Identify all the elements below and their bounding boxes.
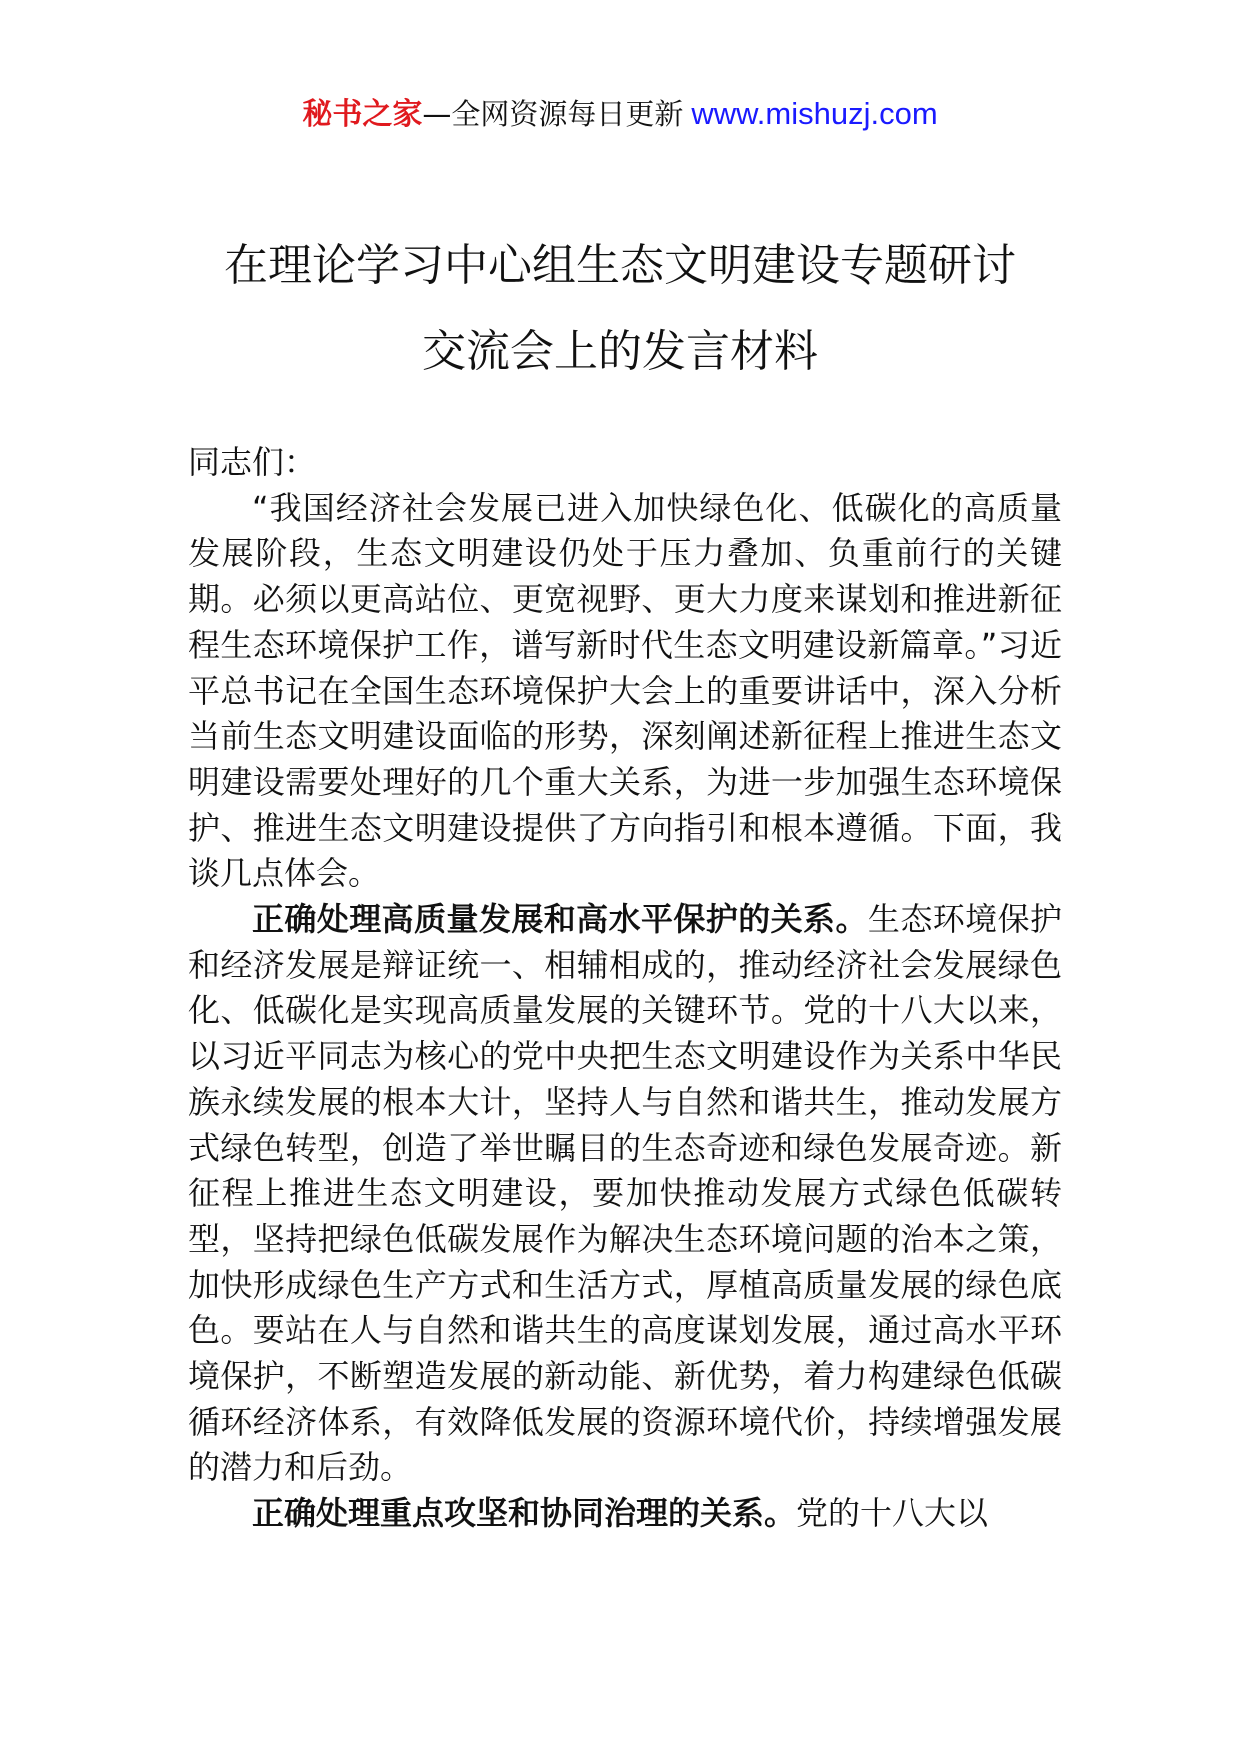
document-title-line-1: 在理论学习中心组生态文明建设专题研讨 [224, 240, 1016, 291]
site-header [0, 94, 1240, 135]
site-tagline: —全网资源每日更新 [422, 97, 684, 131]
paragraph-development-protection [188, 897, 1062, 1491]
paragraph-text: 生态环境保护和经济发展是辩证统一、相辅相成的，推动经济社会发展绿色化、低碳化是实现高质量发展的关键环节。党的十八大以来，以习近平同志为核心的党中央把生态文明建设作为关系中华民族永续发展的根本大计，坚持人与自然和谐共生，推动发展方式绿色转型，创造了举世瞩目的生态奇迹和绿色发展奇迹。新征程上推进生态文明建设，要加快推动发展方式绿色低碳转型，坚持把绿色低碳发展作为解决生态环境问题的治本之策，加快形成绿色生产方式和生活方式，厚植高质量发展的绿色底色。要站在人与自然和谐共生的高度谋划发展，通过高水平环境保护，不断塑造发展的新动能、新优势，着力构建绿色低碳循环经济体系，有效降低发展的资源环境代价，持续增强发展的潜力和后劲。 [188, 900, 1062, 1487]
paragraph-text: “我国经济社会发展已进入加快绿色化、低碳化的高质量发展阶段，生态文明建设仍处于压力叠加、负重前行的关键期。必须以更高站位、更宽视野、更大力度来谋划和推进新征程生态环境保护工作，谱写新时代生态文明建设新篇章。”习近平总书记在全国生态环境保护大会上的重要讲话中，深入分析当前生态文明建设面临的形势，深刻阐述新征程上推进生态文明建设需要处理好的几个重大关系，为进一步加强生态环境保护、推进生态文明建设提供了方向指引和根本遵循。下面，我谈几点体会。 [188, 488, 1062, 893]
site-brand: 秘书之家 [302, 97, 423, 132]
paragraph-lead: 正确处理高质量发展和高水平保护的关系。 [252, 900, 868, 939]
salutation: 同志们： [188, 443, 317, 481]
site-url-link[interactable]: www.mishuzj.com [691, 96, 938, 131]
document-title-line-2: 交流会上的发言材料 [422, 326, 818, 377]
paragraph-intro [188, 486, 1062, 897]
paragraph-key-tasks-coordination [188, 1491, 1062, 1537]
paragraph-text: 党的十八大以 [796, 1494, 989, 1533]
document-body [188, 440, 1062, 1537]
paragraph-lead: 正确处理重点攻坚和协同治理的关系。 [252, 1494, 797, 1533]
